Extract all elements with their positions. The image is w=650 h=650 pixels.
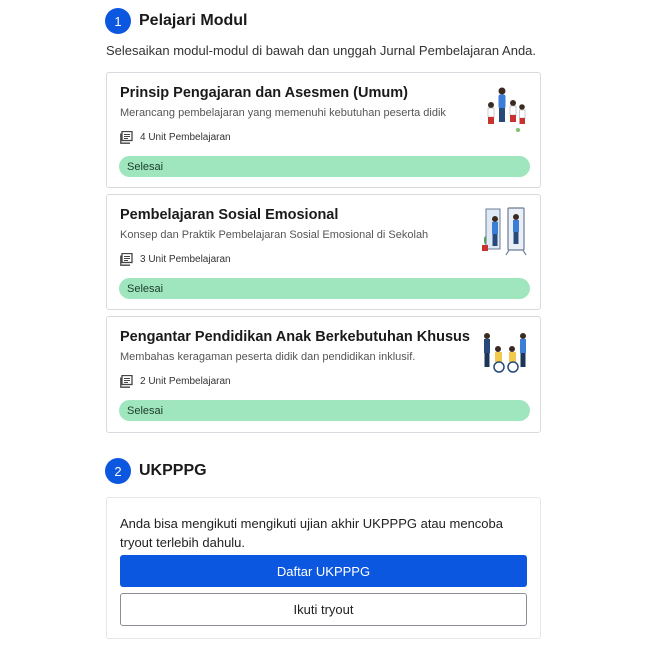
step-2-title: UKPPPG <box>139 462 207 479</box>
step-1-title: Pelajari Modul <box>139 12 248 29</box>
step-1-section <box>106 7 541 58</box>
module-description: Membahas keragaman peserta didik dan pendidikan inklusif. <box>120 351 416 363</box>
register-ukpppg-button[interactable]: Daftar UKPPPG <box>120 555 527 587</box>
module-units <box>120 131 231 144</box>
ukpppg-description: Anda bisa mengikuti mengikuti ujian akhir UKPPPG atau mencoba tryout terlebih dahulu. <box>120 516 503 550</box>
teacher-with-students-illustration <box>482 83 528 135</box>
module-title[interactable]: Pengantar Pendidikan Anak Berkebutuhan Khusus <box>120 329 470 345</box>
step-2-header <box>106 457 541 485</box>
tryout-button[interactable]: Ikuti tryout <box>120 593 527 626</box>
step-1-number-badge: 1 <box>105 8 131 34</box>
person-at-mirror-illustration <box>482 205 528 257</box>
ukpppg-card <box>106 497 541 639</box>
step-1-intro: Selesaikan modul-modul di bawah dan unggah Jurnal Pembelajaran Anda. <box>106 43 537 58</box>
book-icon <box>120 253 133 266</box>
module-description: Konsep dan Praktik Pembelajaran Sosial Emosional di Sekolah <box>120 229 429 241</box>
module-card[interactable] <box>106 72 541 188</box>
module-units <box>120 375 231 388</box>
book-icon <box>120 375 133 388</box>
module-units-label: 2 Unit Pembelajaran <box>140 376 231 387</box>
inclusive-education-illustration <box>482 327 528 379</box>
step-1-header <box>106 7 541 35</box>
step-2-number-badge: 2 <box>105 458 131 484</box>
status-badge: Selesai <box>119 400 530 421</box>
status-badge: Selesai <box>119 156 530 177</box>
module-units <box>120 253 231 266</box>
module-units-label: 4 Unit Pembelajaran <box>140 132 231 143</box>
status-badge: Selesai <box>119 278 530 299</box>
module-card[interactable] <box>106 194 541 310</box>
ukpppg-panel <box>106 497 541 639</box>
module-list <box>106 72 541 442</box>
module-units-label: 3 Unit Pembelajaran <box>140 254 231 265</box>
module-description: Merancang pembelajaran yang memenuhi kebutuhan peserta didik <box>120 107 446 119</box>
book-icon <box>120 131 133 144</box>
module-card[interactable] <box>106 316 541 433</box>
step-2-section <box>106 457 541 485</box>
module-title[interactable]: Prinsip Pengajaran dan Asesmen (Umum) <box>120 85 408 101</box>
module-title[interactable]: Pembelajaran Sosial Emosional <box>120 207 339 223</box>
